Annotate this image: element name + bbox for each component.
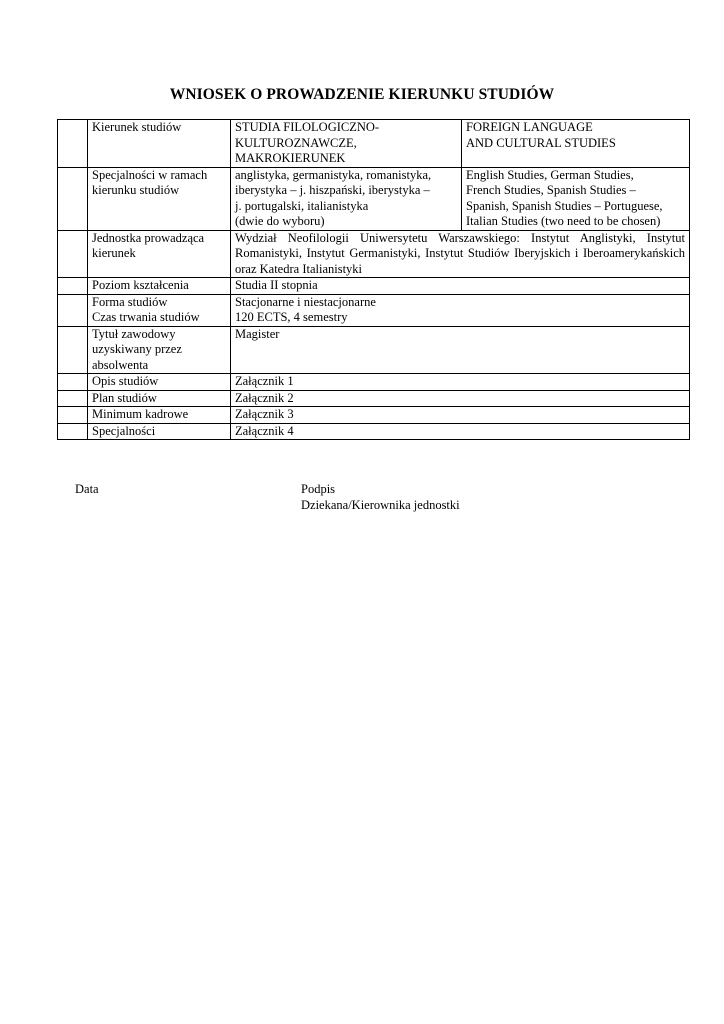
table-row	[58, 230, 690, 278]
value-cell: Załącznik 2	[231, 390, 690, 407]
page-title: WNIOSEK O PROWADZENIE KIERUNKU STUDIÓW	[169, 86, 555, 103]
table-row	[58, 294, 690, 326]
row-label: Poziom kształcenia	[88, 278, 231, 295]
value-cell: Załącznik 3	[231, 407, 690, 424]
table-row	[58, 374, 690, 391]
table-row	[58, 423, 690, 440]
row-label: Jednostka prowadząca kierunek	[88, 230, 231, 278]
row-label: Opis studiów	[88, 374, 231, 391]
value-cell-pl: anglistyka, germanistyka, romanistyka, iberystyka – j. hiszpański, iberystyka – j. portugalski, italianistyka (dwie do wyboru)	[231, 167, 462, 230]
row-label: Tytuł zawodowy uzyskiwany przez absolwenta	[88, 326, 231, 374]
value-cell-pl: STUDIA FILOLOGICZNO- KULTUROZNAWCZE, MAKROKIERUNEK	[231, 120, 462, 168]
value-cell: Magister	[231, 326, 690, 374]
value-cell: Załącznik 1	[231, 374, 690, 391]
value-cell: Stacjonarne i niestacjonarne 120 ECTS, 4 semestry	[231, 294, 690, 326]
row-label: Forma studiów Czas trwania studiów	[88, 294, 231, 326]
value-cell: Wydział Neofilologii Uniwersytetu Warszawskiego: Instytut Anglistyki, Instytut Romanistyki, Instytut Germanistyki, Instytut Studiów Iberyjskich i Iberoamerykańskich oraz Katedra Italianistyki	[231, 230, 690, 278]
signature-label: Podpis	[301, 482, 336, 496]
table-row	[58, 278, 690, 295]
value-cell: Załącznik 4	[231, 423, 690, 440]
table-row	[58, 407, 690, 424]
value-cell: Studia II stopnia	[231, 278, 690, 295]
signature-role: Dziekana/Kierownika jednostki	[301, 498, 460, 512]
date-label: Data	[75, 482, 99, 496]
row-label: Specjalności w ramach kierunku studiów	[88, 167, 231, 230]
application-table	[57, 119, 690, 440]
value-cell-en: FOREIGN LANGUAGE AND CULTURAL STUDIES	[462, 120, 690, 168]
table-row	[58, 167, 690, 230]
row-label: Minimum kadrowe	[88, 407, 231, 424]
table-row	[58, 120, 690, 168]
row-label: Plan studiów	[88, 390, 231, 407]
table-row	[58, 390, 690, 407]
row-label: Specjalności	[88, 423, 231, 440]
row-label: Kierunek studiów	[88, 120, 231, 168]
value-cell-en: English Studies, German Studies, French Studies, Spanish Studies – Spanish, Spanish Studies – Portuguese, Italian Studies (two need to be chosen)	[462, 167, 690, 230]
table-row	[58, 326, 690, 374]
